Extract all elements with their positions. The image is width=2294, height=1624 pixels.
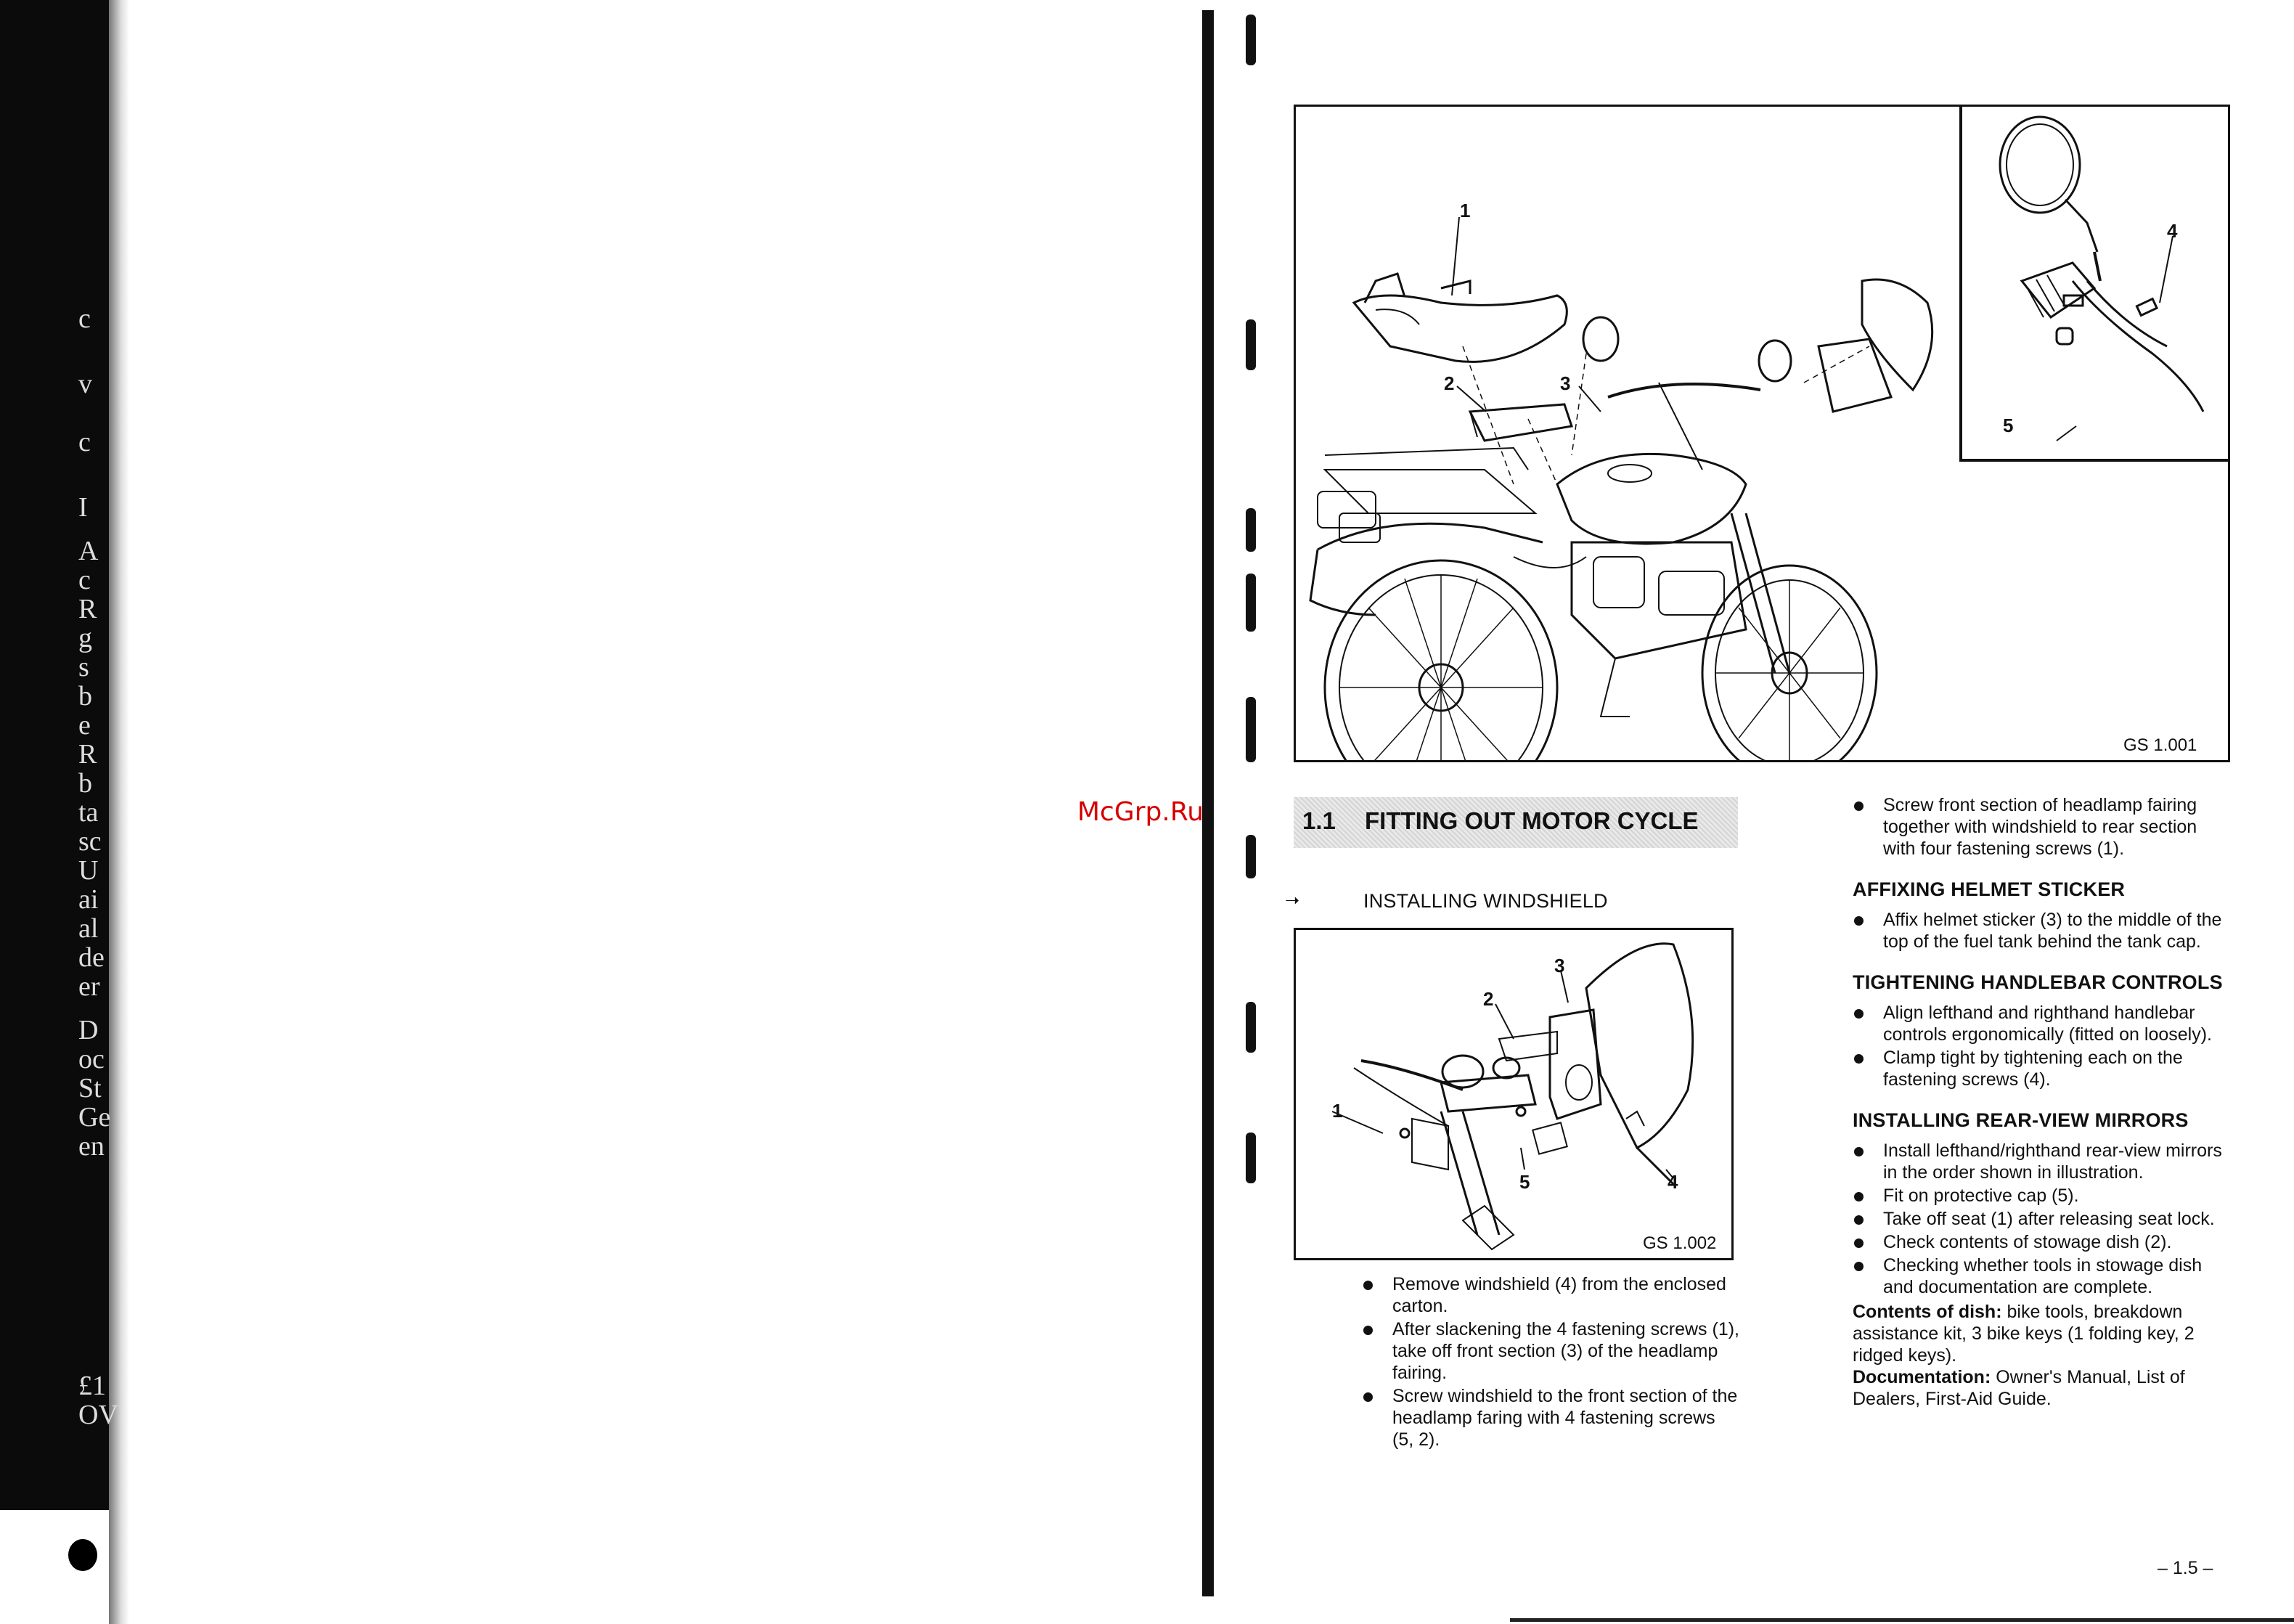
section-title: FITTING OUT MOTOR CYCLE <box>1365 807 1699 834</box>
list-item: Screw windshield to the front section of the headlamp faring with 4 fastening screws (5, 2). <box>1362 1385 1739 1450</box>
edge-text-fragment: St <box>78 1073 102 1103</box>
callout-1: 1 <box>1332 1100 1343 1122</box>
edge-text-fragment: c <box>78 303 91 334</box>
bottom-rule <box>1510 1618 2294 1622</box>
heading-handlebar-controls: TIGHTENING HANDLEBAR CONTROLS <box>1853 971 2223 993</box>
heading-rear-view-mirrors: INSTALLING REAR-VIEW MIRRORS <box>1853 1109 2189 1131</box>
figure-motorcycle <box>1294 105 2230 762</box>
documentation-label: Documentation: <box>1853 1367 1991 1387</box>
edge-text-fragment: g <box>78 623 92 653</box>
list-item: After slackening the 4 fastening screws (1), take off front section (3) of the headlamp fairing. <box>1362 1318 1739 1384</box>
edge-text-fragment: R <box>78 594 97 624</box>
callout-3: 3 <box>1554 955 1565 976</box>
margin-mark <box>1246 1002 1256 1053</box>
intro-steps <box>1853 794 2230 860</box>
helmet-steps <box>1853 909 2230 952</box>
edge-text-fragment: ta <box>78 797 99 828</box>
edge-text-fragment: s <box>78 652 89 682</box>
list-item: Check contents of stowage dish (2). <box>1853 1231 2230 1253</box>
edge-text-fragment: sc <box>78 826 102 857</box>
edge-text-fragment: al <box>78 913 99 944</box>
list-item: Fit on protective cap (5). <box>1853 1185 2230 1207</box>
section-number: 1.1 <box>1302 807 1336 834</box>
edge-text-fragment: Ge <box>78 1102 111 1133</box>
edge-text-fragment: D <box>78 1015 99 1045</box>
margin-mark <box>1246 1133 1256 1183</box>
margin-arrow-icon: ➝ <box>1285 891 1300 910</box>
list-item: Checking whether tools in stowage dish and documentation are complete. <box>1853 1254 2230 1298</box>
contents-text: bike tools, breakdown assistance kit, 3 bike keys (1 folding key, 2 ridged keys). <box>1853 1302 2195 1366</box>
documentation <box>1853 1366 2230 1410</box>
left-page-edge-shadow <box>109 0 129 1624</box>
callout-5: 5 <box>2003 415 2014 436</box>
edge-text-fragment: oc <box>78 1044 105 1074</box>
edge-text-fragment: de <box>78 942 105 973</box>
edge-text-fragment: e <box>78 710 91 740</box>
figure-code: GS 1.001 <box>2123 735 2197 755</box>
motorcycle-illustration <box>1296 107 2228 760</box>
edge-text-fragment: b <box>78 681 92 711</box>
windshield-illustration <box>1296 930 1731 1258</box>
callout-2: 2 <box>1483 988 1494 1010</box>
edge-text-fragment: c <box>78 565 91 595</box>
margin-mark <box>1246 697 1256 762</box>
list-item: Screw front section of headlamp fairing together with windshield to rear section with four fastening screws (1). <box>1853 794 2230 860</box>
edge-text-fragment: b <box>78 768 92 799</box>
callout-4: 4 <box>1668 1171 1678 1193</box>
page-number: – 1.5 – <box>2158 1558 2213 1578</box>
edge-text-fragment: c <box>78 427 91 457</box>
contents-of-dish <box>1853 1301 2230 1366</box>
list-item: Remove windshield (4) from the enclosed carton. <box>1362 1273 1739 1317</box>
edge-text-fragment: ai <box>78 884 99 915</box>
watermark: McGrp.Ru <box>1077 797 1204 827</box>
list-item: Affix helmet sticker (3) to the middle of the top of the fuel tank behind the tank cap. <box>1853 909 2230 952</box>
margin-mark <box>1246 835 1256 878</box>
margin-mark <box>1246 508 1256 552</box>
edge-text-fragment: R <box>78 739 97 770</box>
figure-code: GS 1.002 <box>1643 1233 1717 1253</box>
callout-5: 5 <box>1519 1171 1530 1193</box>
list-item: Align lefthand and righthand handlebar controls ergonomically (fitted on loosely). <box>1853 1002 2230 1045</box>
list-item: Install lefthand/righthand rear-view mirrors in the order shown in illustration. <box>1853 1140 2230 1183</box>
handlebar-steps <box>1853 1002 2230 1090</box>
list-item: Take off seat (1) after releasing seat lock. <box>1853 1208 2230 1230</box>
margin-mark <box>1246 574 1256 632</box>
edge-text-fragment: OV <box>78 1400 118 1430</box>
edge-text-fragment: £1 <box>78 1371 106 1401</box>
callout-4: 4 <box>2167 220 2178 242</box>
callout-3: 3 <box>1560 372 1571 394</box>
edge-text-fragment: A <box>78 536 99 566</box>
list-item: Clamp tight by tightening each on the fastening screws (4). <box>1853 1047 2230 1090</box>
edge-text-fragment: en <box>78 1131 105 1162</box>
book-spine <box>1202 10 1214 1596</box>
figure-windshield <box>1294 928 1734 1260</box>
edge-text-fragment: v <box>78 369 92 399</box>
margin-mark <box>1246 319 1256 370</box>
documentation-text: Owner's Manual, List of Dealers, First-Aid Guide. <box>1853 1367 2185 1409</box>
edge-text-fragment: er <box>78 971 100 1002</box>
callout-2: 2 <box>1444 372 1455 394</box>
binding-hole <box>68 1539 97 1571</box>
contents-label: Contents of dish: <box>1853 1302 2002 1322</box>
callout-1: 1 <box>1460 200 1471 221</box>
heading-installing-windshield: INSTALLING WINDSHIELD <box>1363 890 1608 912</box>
right-column <box>1853 794 2230 1410</box>
margin-mark <box>1246 15 1256 65</box>
edge-text-fragment: I <box>78 492 88 523</box>
mirror-steps <box>1853 1140 2230 1298</box>
windshield-steps <box>1362 1273 1739 1452</box>
heading-helmet-sticker: AFFIXING HELMET STICKER <box>1853 878 2126 900</box>
edge-text-fragment: U <box>78 855 99 886</box>
